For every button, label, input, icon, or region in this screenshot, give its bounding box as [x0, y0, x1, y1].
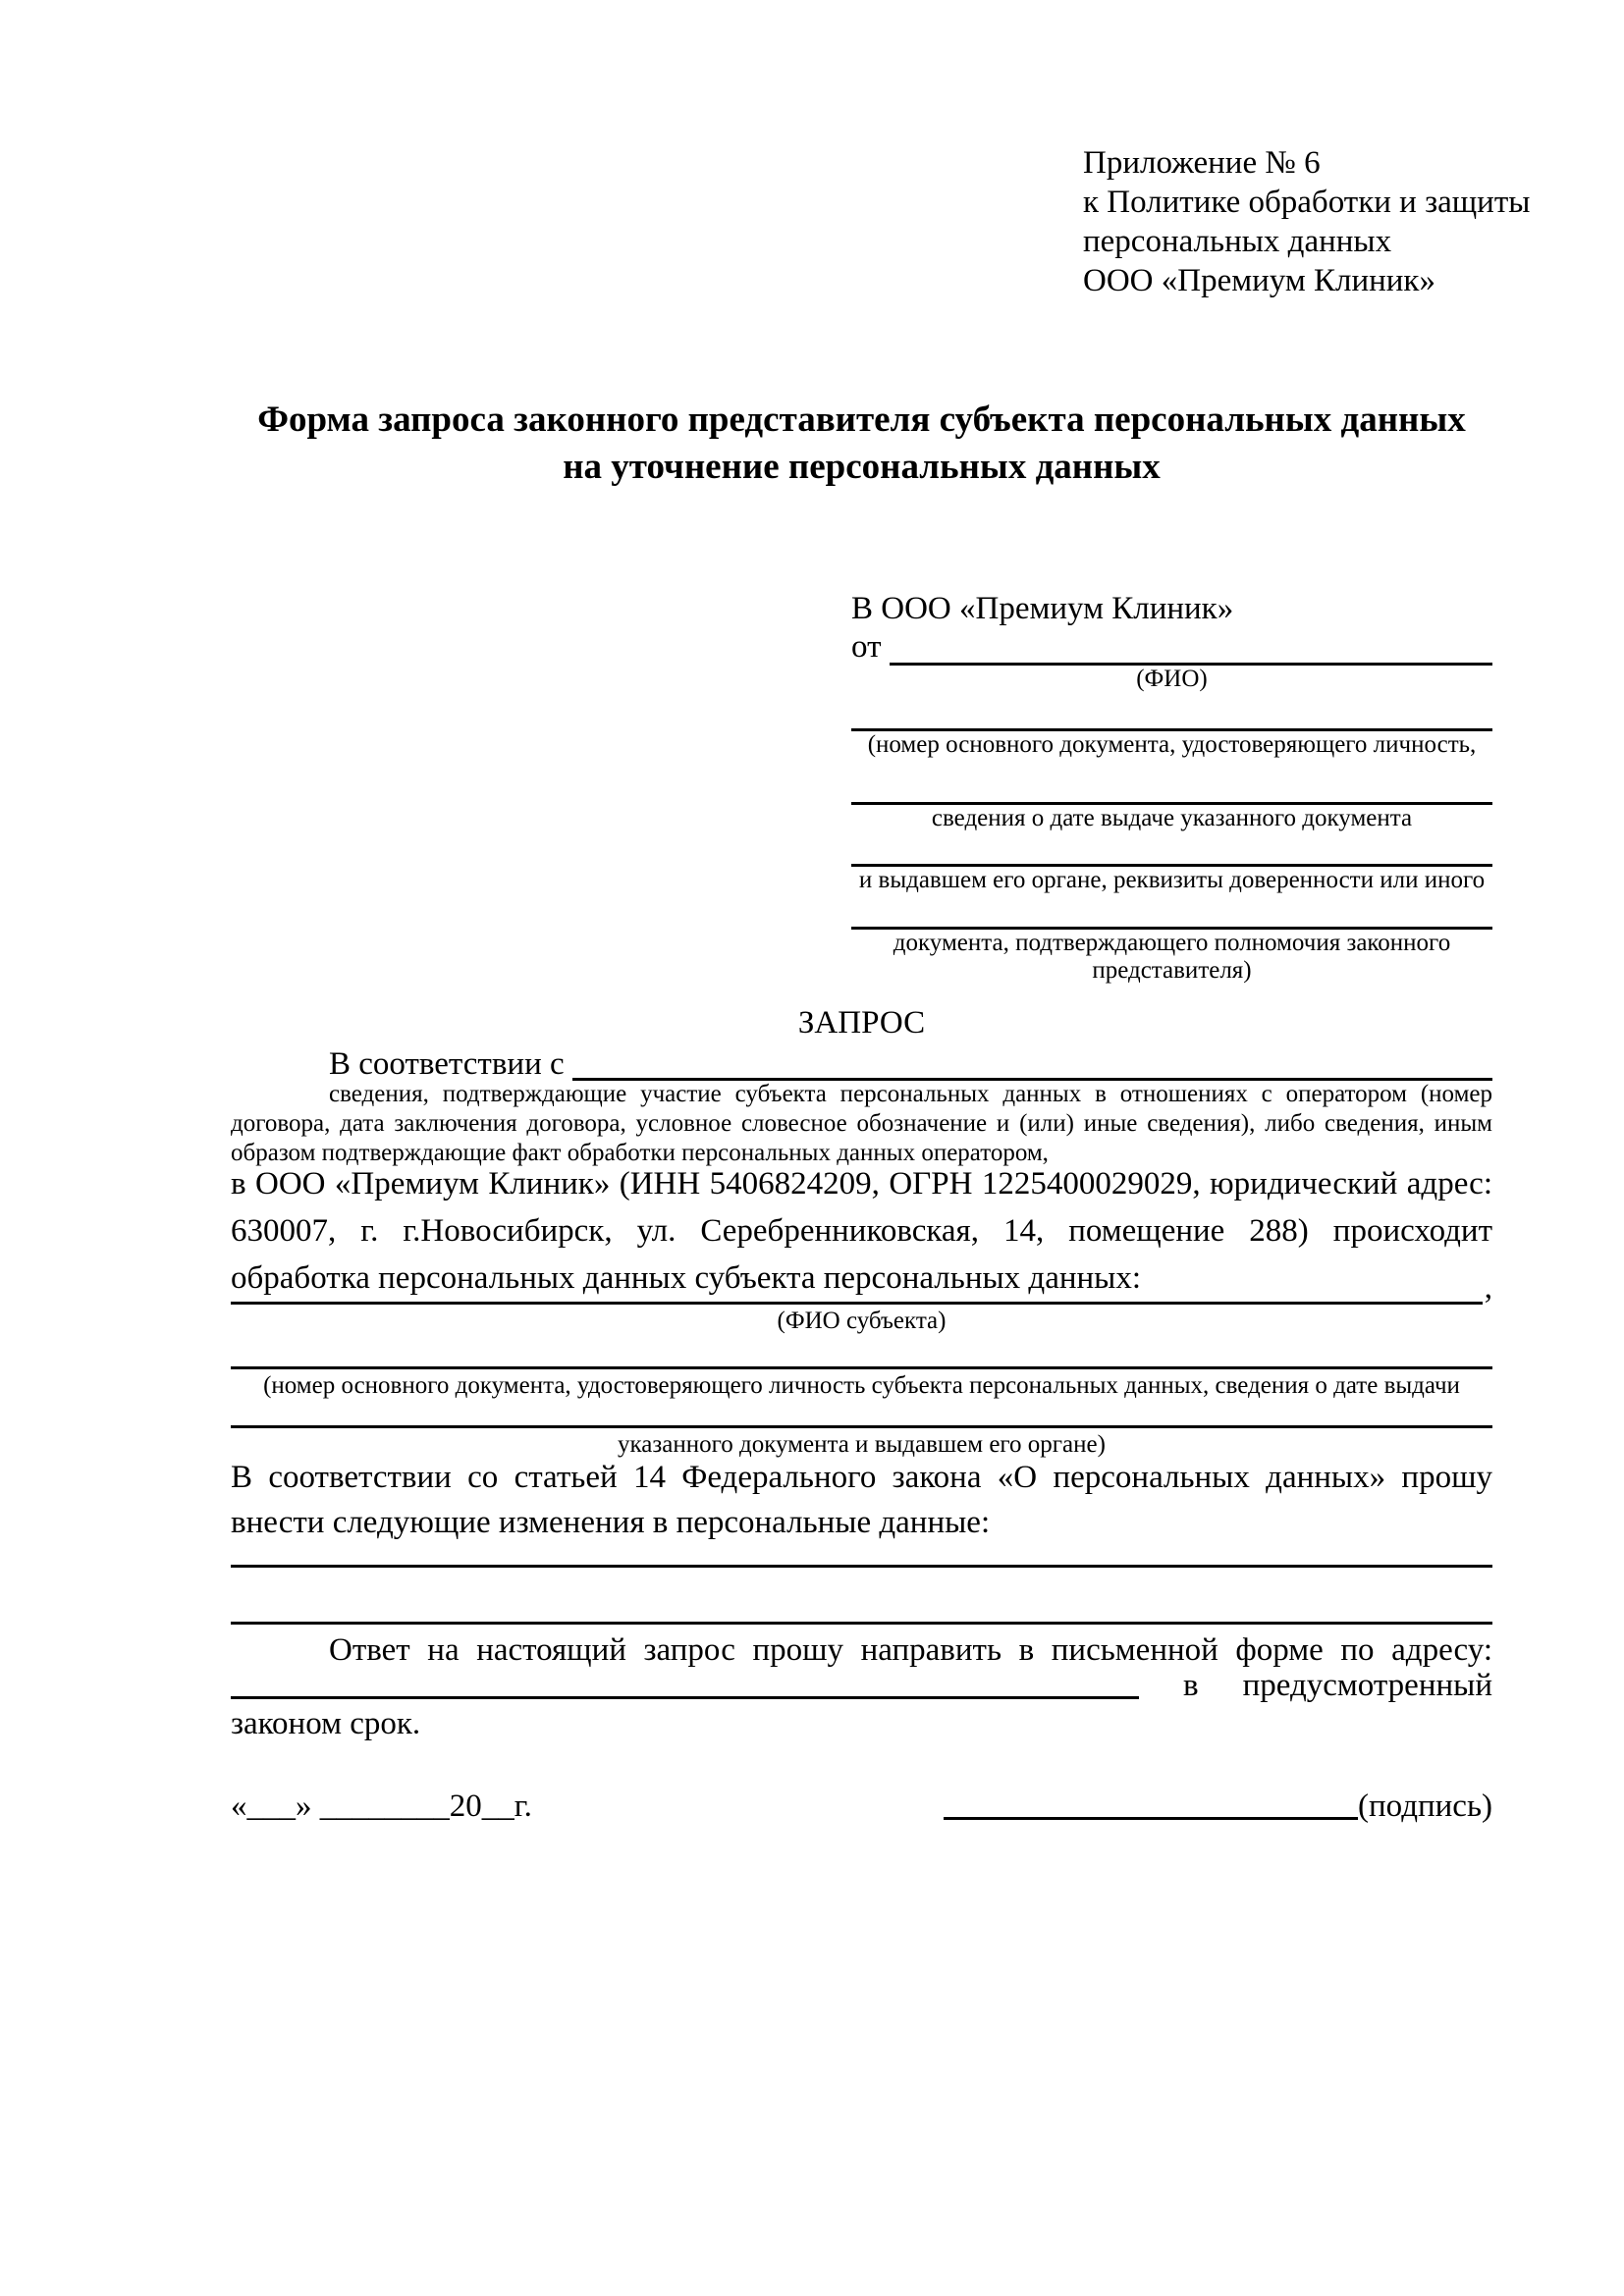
- subject-document-caption-2: указанного документа и выдавшем его органе): [618, 1431, 1106, 1458]
- article-14-paragraph: В соответствии со статьей 14 Федерального закона «О персональных данных» прошу внести следующие изменения в персональные данные:: [231, 1460, 1492, 1540]
- issue-date-caption: сведения о дате выдаче указанного документа: [931, 805, 1413, 831]
- addressee-organization: В ООО «Премиум Клиник»: [851, 591, 1234, 626]
- request-heading: ЗАПРОС: [797, 1005, 926, 1041]
- accordance-blank-line: [572, 1044, 1492, 1081]
- issuing-authority-blank-line: [851, 832, 1492, 867]
- appendix-line-3: персональных данных: [1083, 224, 1392, 259]
- subject-document-blank-line: [231, 1335, 1492, 1369]
- document-number-caption: (номер основного документа, удостоверяющего личность,: [867, 731, 1477, 758]
- appendix-line-2: к Политике обработки и защиты: [1083, 185, 1531, 220]
- signature-blank-line: [944, 1785, 1358, 1820]
- subject-fio-caption: (ФИО субъекта): [777, 1308, 947, 1334]
- date-signature-row: [231, 1785, 1492, 1826]
- answer-lead: Ответ на настоящий запрос прошу направить в письменной форме по адресу:: [329, 1632, 1492, 1668]
- authority-document-caption: документа, подтверждающего полномочия законного представителя): [893, 930, 1451, 984]
- signature-area: [944, 1785, 1492, 1826]
- from-label: от: [851, 629, 882, 665]
- fio-caption: (ФИО): [1136, 666, 1208, 692]
- date-blank-line: «___» ________20__г.: [231, 1789, 532, 1824]
- answer-word-pred: предусмотренный: [1242, 1668, 1492, 1703]
- accordance-lead: В соответствии с: [329, 1046, 565, 1082]
- answer-word-v: в: [1183, 1668, 1199, 1703]
- subject-document-caption-1: (номер основного документа, удостоверяющего личность субъекта персональных данных, сведения о дате выдачи: [263, 1372, 1460, 1399]
- trailing-comma: ,: [1484, 1270, 1492, 1306]
- changes-blank-line-1: [231, 1531, 1492, 1568]
- signature-caption: (подпись): [1358, 1789, 1492, 1824]
- document-number-blank-line: [851, 693, 1492, 731]
- subject-fio-row: [231, 1272, 1492, 1305]
- addressee-block: [851, 589, 1492, 985]
- accordance-row: [231, 1044, 1492, 1081]
- fio-blank-line: [890, 628, 1493, 666]
- answer-tail: законом срок.: [231, 1706, 421, 1741]
- subject-fio-blank-line: [231, 1272, 1483, 1305]
- document-title-line-1: Форма запроса законного представителя субъекта персональных данных: [257, 400, 1466, 440]
- accordance-footnote: сведения, подтверждающие участие субъекта персональных данных в отношениях с оператором (номер договора, дата заключения договора, условное словесное обозначение и (или) иные сведения), либо сведения, иным образом подтверждающие факт обработки персональных данных оператором,: [231, 1081, 1492, 1166]
- address-blank-line: [231, 1674, 1139, 1699]
- issue-date-blank-line: [851, 759, 1492, 805]
- appendix-line-4: ООО «Премиум Клиник»: [1083, 263, 1435, 298]
- appendix-line-1: Приложение № 6: [1083, 145, 1321, 181]
- subject-document-blank-line-2: [231, 1400, 1492, 1428]
- document-title-line-2: на уточнение персональных данных: [563, 447, 1161, 487]
- answer-paragraph: [231, 1628, 1492, 1746]
- appendix-block: [1083, 143, 1535, 300]
- from-row: [851, 628, 1492, 666]
- document-title: [231, 397, 1492, 491]
- answer-address-row: [231, 1668, 1492, 1703]
- changes-blank-line-2: [231, 1571, 1492, 1625]
- issuing-authority-caption: и выдавшем его органе, реквизиты доверенности или иного: [858, 867, 1486, 893]
- operator-paragraph: в ООО «Премиум Клиник» (ИНН 5406824209, ОГРН 1225400029029, юридический адрес: 630007, г. г.Новосибирск, ул. Серебренниковская, 14, помещение 288) происходит обработка персональных данных субъекта персональных данных:: [231, 1166, 1492, 1296]
- authority-document-blank-line: [851, 894, 1492, 930]
